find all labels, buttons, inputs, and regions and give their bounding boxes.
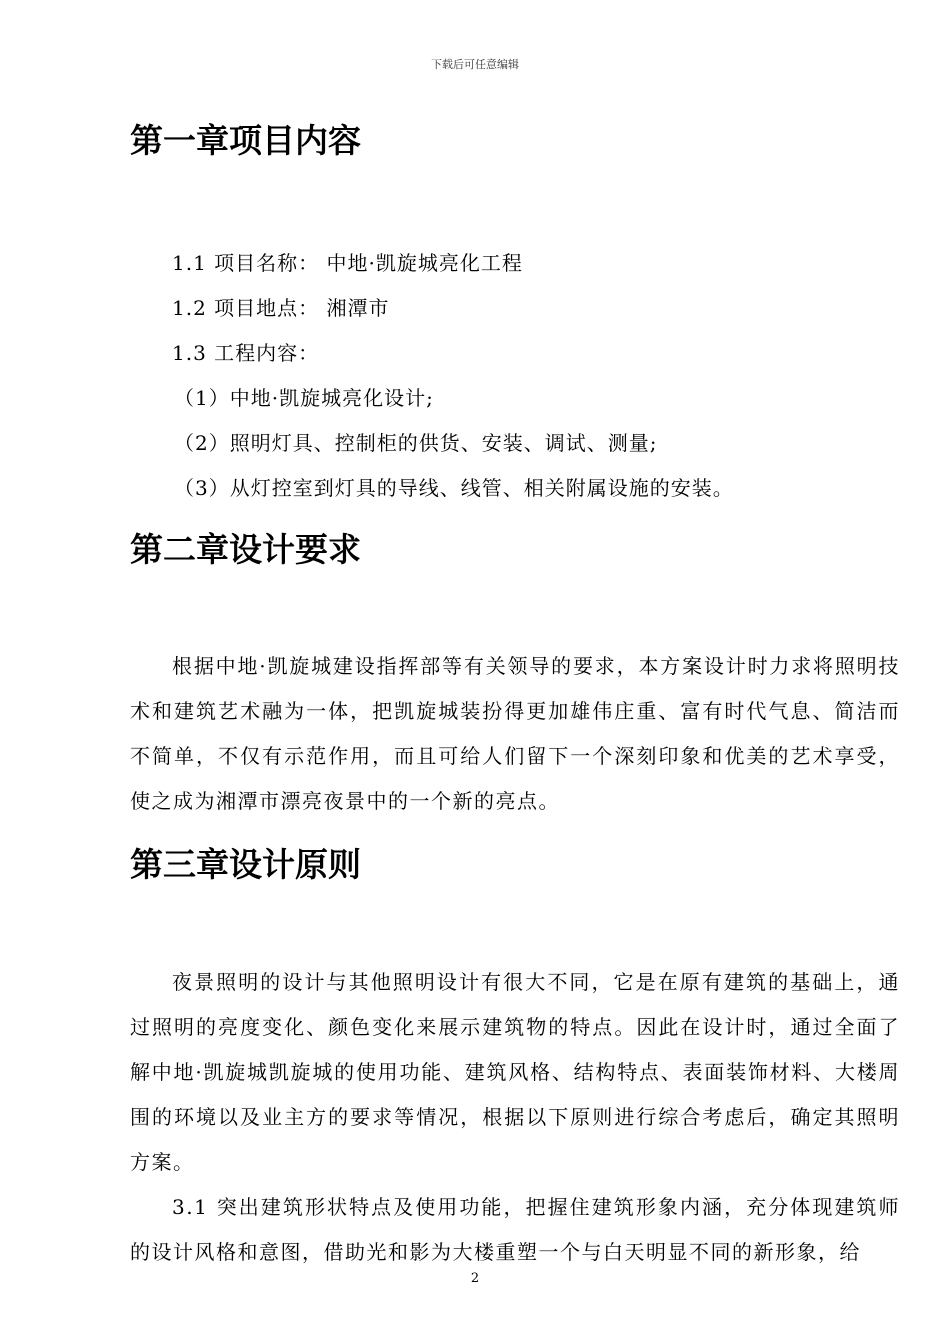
item-sub-3: （3）从灯控室到灯具的导线、线管、相关附属设施的安装。	[174, 476, 734, 500]
header-note: 下载后可任意编辑	[431, 58, 519, 71]
item-sub-2: （2）照明灯具、控制柜的供货、安装、调试、测量;	[174, 431, 658, 455]
item-sub-1: （1）中地·凯旋城亮化设计;	[174, 386, 434, 410]
chapter-3-paragraph-1: 夜景照明的设计与其他照明设计有很大不同，它是在原有建筑的基础上，通过照明的亮度变化、颜色变化来展示建筑物的特点。因此在设计时，通过全面了解中地·凯旋城凯旋城的使用功能、建筑风格、结构特点、表面装饰材料、大楼周围的环境以及业主方的要求等情况，根据以下原则进行综合考虑后，确定其照明方案。	[130, 970, 900, 1174]
chapter-3-paragraph-2: 3.1 突出建筑形状特点及使用功能，把握住建筑形象内涵，充分体现建筑师的设计风格和意图，借助光和影为大楼重塑一个与白天明显不同的新形象，给	[130, 1195, 900, 1264]
chapter-2-paragraph: 根据中地·凯旋城建设指挥部等有关领导的要求，本方案设计时力求将照明技术和建筑艺术融为一体，把凯旋城装扮得更加雄伟庄重、富有时代气息、简洁而不简单，不仅有示范作用，而且可给人们留下一个深刻印象和优美的艺术享受，使之成为湘潭市漂亮夜景中的一个新的亮点。	[130, 654, 900, 813]
item-1-3: 1.3 工程内容：	[172, 341, 320, 365]
chapter-3-title: 第三章设计原则	[130, 845, 361, 884]
item-1-2: 1.2 项目地点： 湘潭市	[172, 296, 390, 320]
page-number: 2	[470, 1271, 480, 1286]
item-1-1: 1.1 项目名称： 中地·凯旋城亮化工程	[172, 251, 523, 275]
chapter-2-title: 第二章设计要求	[130, 530, 361, 569]
chapter-1-title: 第一章项目内容	[130, 121, 361, 160]
